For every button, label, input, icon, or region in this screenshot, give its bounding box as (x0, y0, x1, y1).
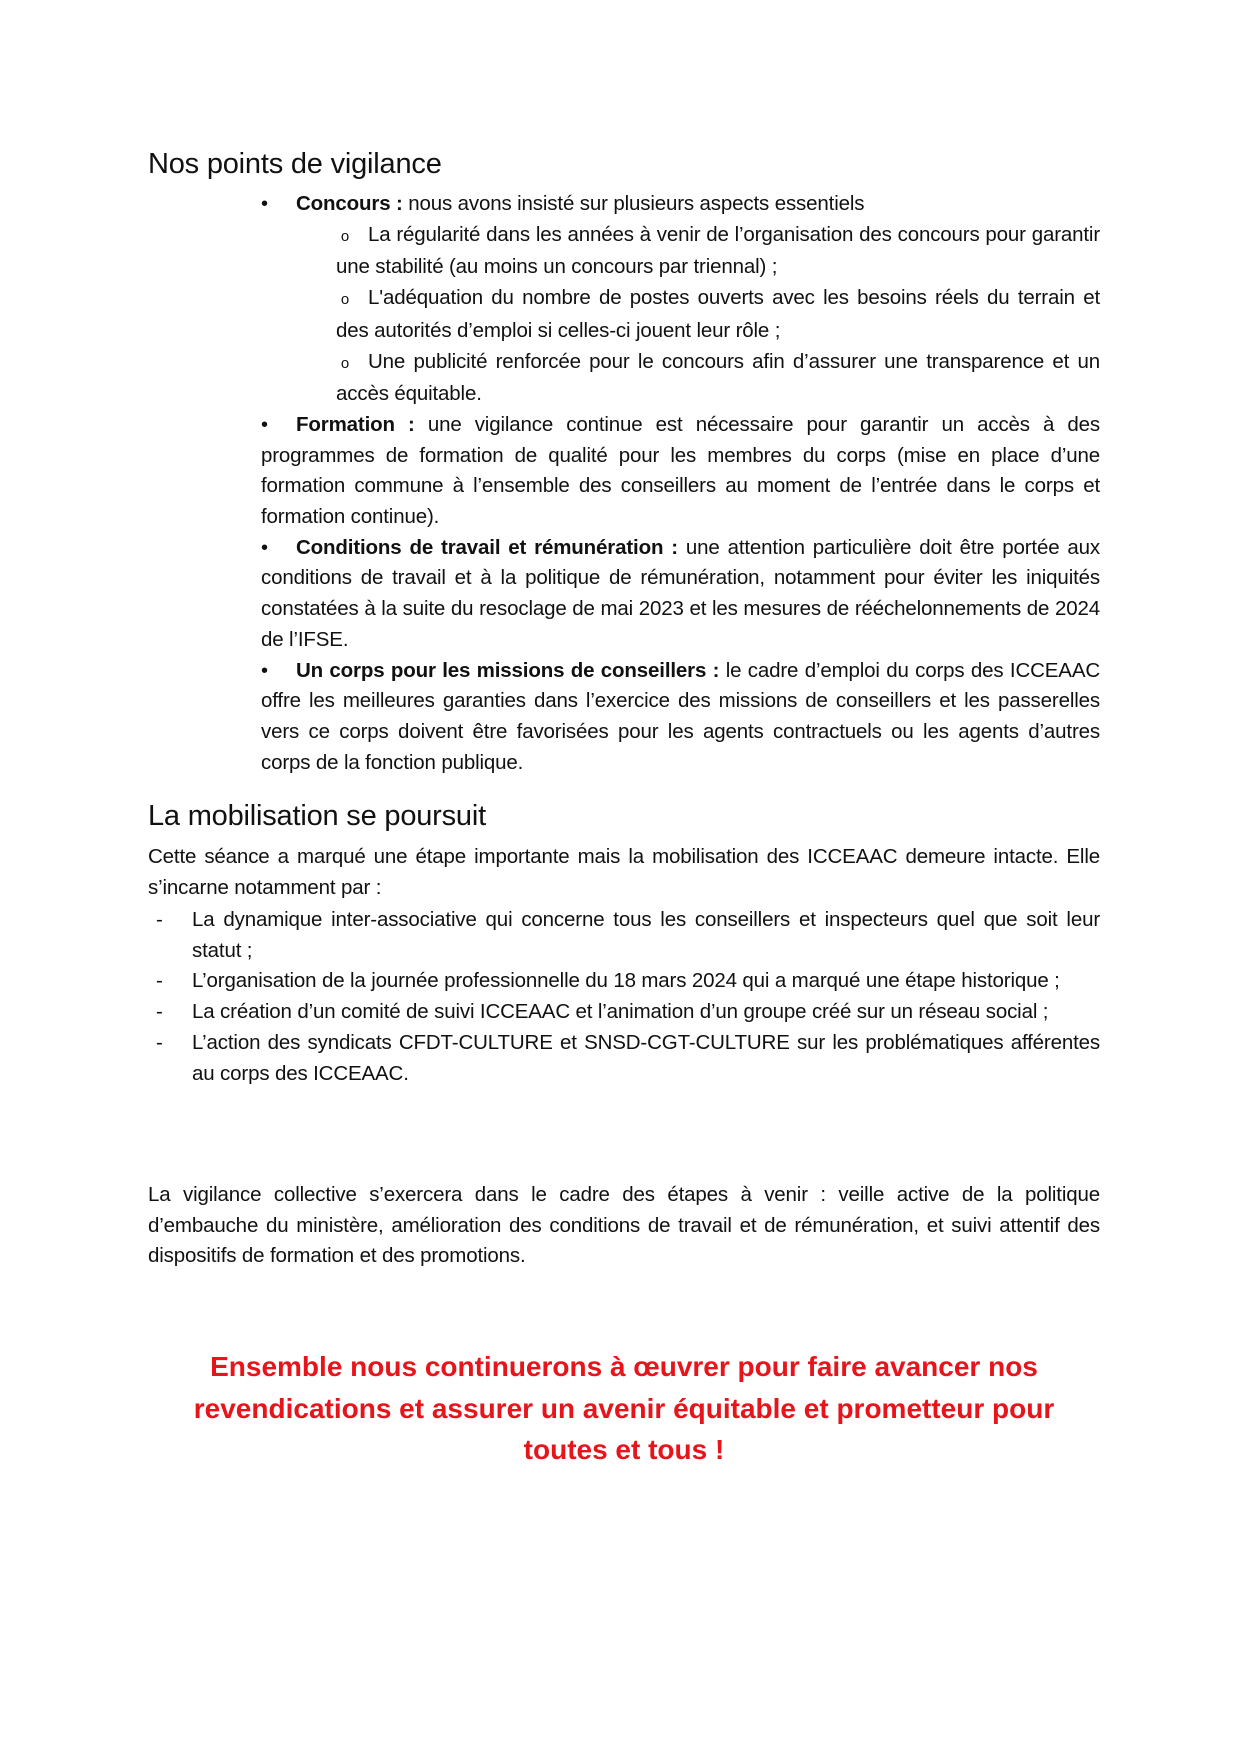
mobilisation-intro: Cette séance a marqué une étape importante mais la mobilisation des ICCEAAC demeure intacte. Elle s’incarne notamment par : (148, 845, 1100, 899)
bullet-icon: • (261, 413, 269, 436)
bullet-formation (261, 410, 1100, 533)
mobilisation-conclusion: La vigilance collective s’exercera dans le cadre des étapes à venir : veille active de la politique d’embauche du ministère, amélioration des conditions de travail et de rémunération, et suivi attentif des dispositifs de formation et des promotions. (148, 1183, 1100, 1268)
dash-bullet-icon: - (156, 908, 163, 931)
circle-bullet-icon: o (340, 354, 350, 372)
bullet-concours (261, 189, 1100, 410)
dash-bullet-icon: - (156, 969, 163, 993)
bullet-label: Concours : (296, 192, 403, 215)
list-item: - La création d’un comité de suivi ICCEAAC et l’animation d’un groupe créé sur un réseau social ; (148, 997, 1100, 1028)
mobilisation-dash-list (148, 905, 1100, 1089)
bullet-corps-missions (261, 656, 1100, 779)
list-item: - La dynamique inter-associative qui concerne tous les conseillers et inspecteurs quel que soit leur statut ; (148, 905, 1100, 966)
dash-bullet-icon: - (156, 1030, 163, 1054)
bullet-icon: • (261, 659, 269, 682)
bullet-text: une attention particulière doit être portée aux conditions de travail et à la politique de rémunération, notamment pour éviter les iniquités constatées à la suite du resoclage de mai 2023 et les mesures de rééchelonnements de 2024 de l’IFSE. (261, 535, 1101, 651)
list-item: - L’organisation de la journée professionnelle du 18 mars 2024 qui a marqué une étape historique ; (148, 966, 1100, 997)
bullet-icon: • (261, 536, 269, 559)
subitem: o Une publicité renforcée pour le concours afin d’assurer une transparence et un accès équitable. (336, 349, 1100, 406)
bullet-text: nous avons insisté sur plusieurs aspects essentiels (402, 192, 865, 215)
circle-bullet-icon: o (340, 291, 350, 309)
bullet-conditions (261, 533, 1100, 656)
vigilance-bullet-list (261, 189, 1100, 778)
concours-subitems (336, 220, 1100, 410)
bullet-icon: • (261, 193, 269, 215)
bullet-label: Un corps pour les missions de conseillers : (296, 658, 720, 682)
section-heading-mobilisation: La mobilisation se poursuit (148, 800, 486, 832)
section-heading-vigilance: Nos points de vigilance (148, 148, 442, 180)
subitem: o La régularité dans les années à venir de l’organisation des concours pour garantir une stabilité (au moins un concours par triennal) ; (336, 222, 1100, 279)
circle-bullet-icon: o (340, 227, 350, 245)
dash-bullet-icon: - (156, 1000, 163, 1024)
bullet-label: Formation : (296, 412, 415, 436)
closing-statement: Ensemble nous continuerons à œuvrer pour faire avancer nos revendications et assurer un avenir équitable et prometteur pour toutes et tous ! (193, 1351, 1055, 1465)
bullet-text: une vigilance continue est nécessaire pour garantir un accès à des programmes de formation de qualité pour les membres du corps (mise en place d’une formation commune à l’ensemble des conseillers au moment de l’entrée dans le corps et formation continue). (261, 412, 1100, 529)
bullet-label: Conditions de travail et rémunération : (296, 535, 678, 559)
list-item: - L’action des syndicats CFDT-CULTURE et SNSD-CGT-CULTURE sur les problématiques afférentes au corps des ICCEAAC. (148, 1028, 1100, 1089)
bullet-text: le cadre d’emploi du corps des ICCEAAC offre les meilleures garanties dans l’exercice des missions de conseillers et les passerelles vers ce corps doivent être favorisées pour les agents contractuels ou les agents d’autres corps de la fonction publique. (261, 658, 1100, 774)
subitem: o L'adéquation du nombre de postes ouverts avec les besoins réels du terrain et des autorités d’emploi si celles-ci jouent leur rôle ; (336, 286, 1100, 342)
